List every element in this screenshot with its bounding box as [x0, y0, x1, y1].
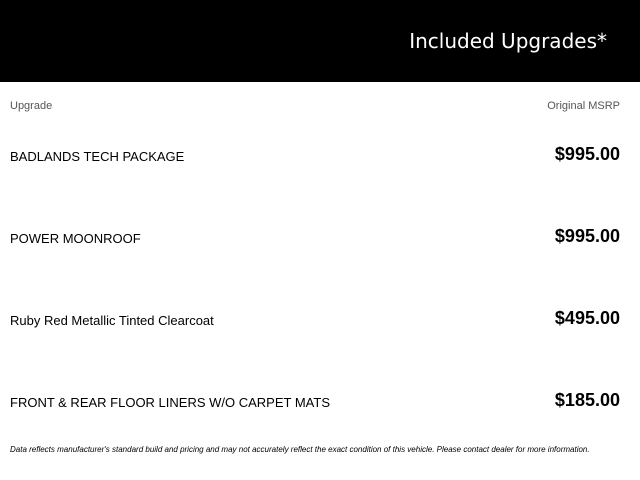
- column-header-upgrade: Upgrade: [10, 100, 53, 112]
- table-row: [0, 306, 640, 336]
- upgrade-price: $995.00: [554, 226, 620, 246]
- page-title: Included Upgrades*: [409, 29, 607, 53]
- upgrade-price: $185.00: [554, 390, 620, 410]
- upgrade-name: FRONT & REAR FLOOR LINERS W/O CARPET MATS: [10, 395, 330, 410]
- table-row: [0, 142, 640, 172]
- table-row: [0, 224, 640, 254]
- upgrade-name: POWER MOONROOF: [10, 231, 141, 246]
- upgrade-name: Ruby Red Metallic Tinted Clearcoat: [10, 313, 214, 328]
- upgrade-name: BADLANDS TECH PACKAGE: [10, 149, 185, 164]
- header-banner: [0, 0, 640, 82]
- upgrade-price: $495.00: [554, 308, 620, 328]
- column-header-msrp: Original MSRP: [547, 100, 620, 112]
- upgrade-price: $995.00: [554, 144, 620, 164]
- table-row: [0, 388, 640, 418]
- disclaimer-text: Data reflects manufacturer's standard build and pricing and may not accurately reflect the exact condition of this vehicle. Please contact dealer for more information.: [10, 445, 590, 454]
